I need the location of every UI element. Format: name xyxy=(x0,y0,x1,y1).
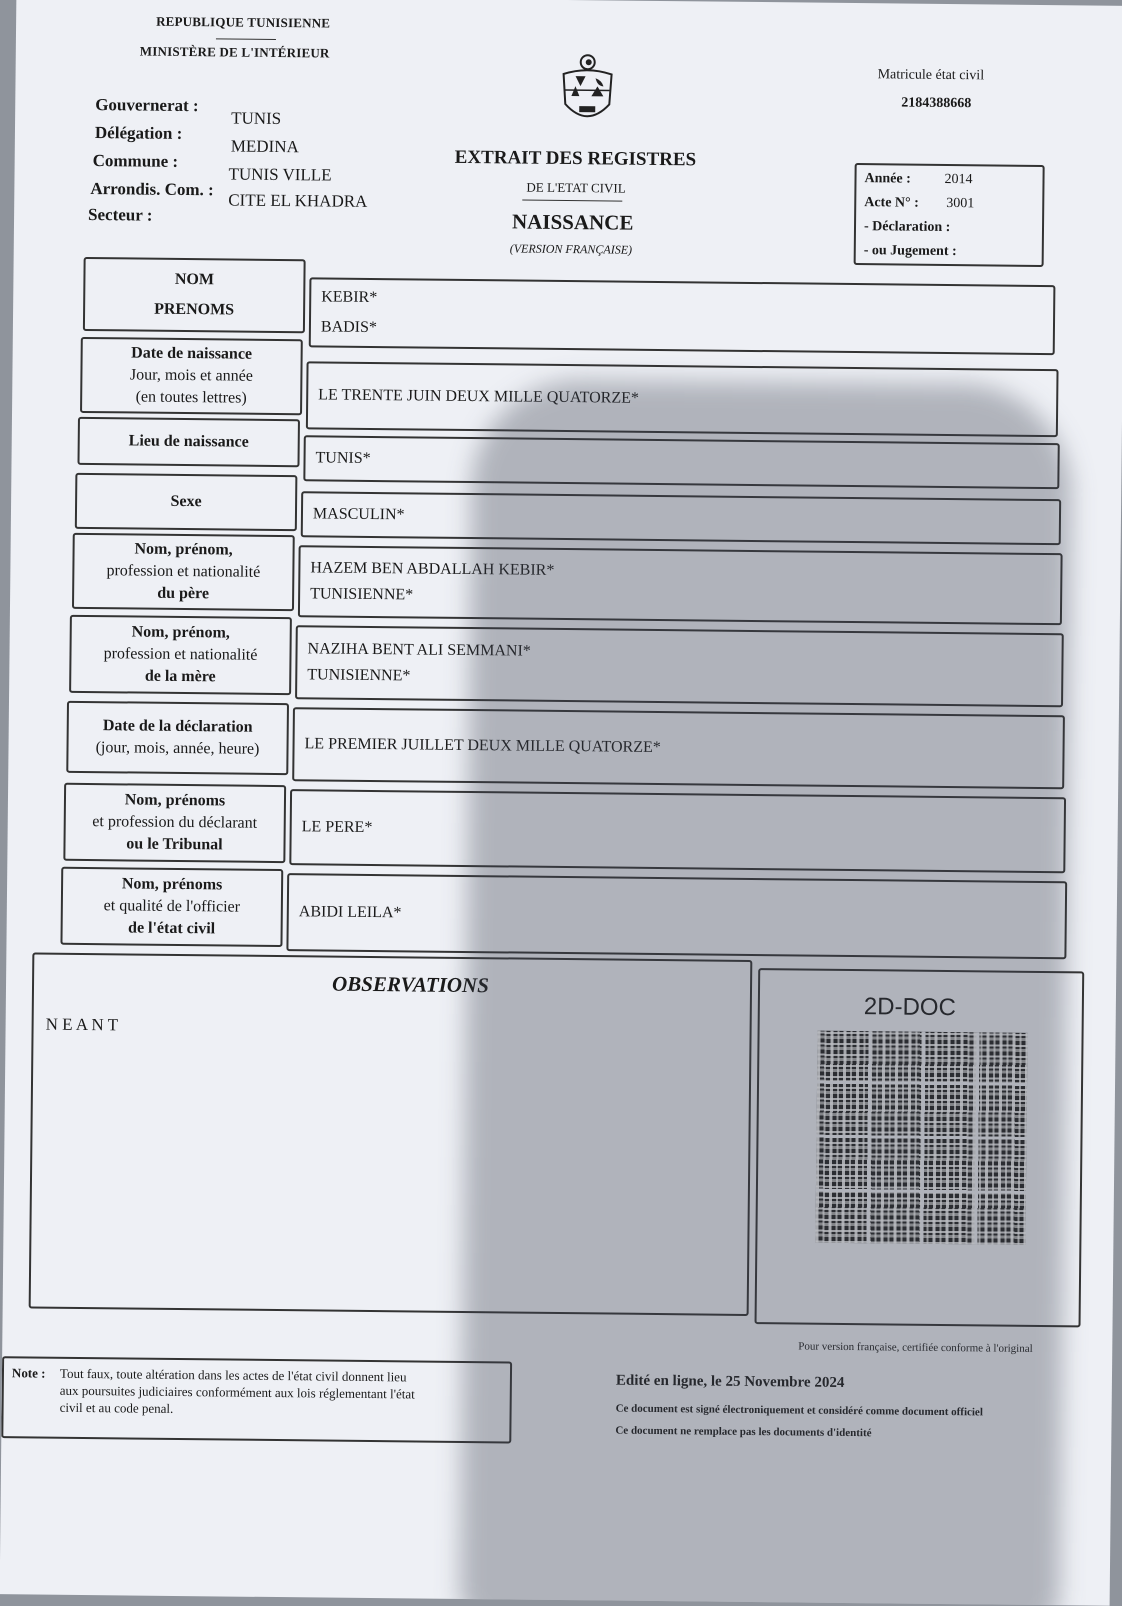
matricule-label: Matricule état civil xyxy=(878,67,985,84)
delegation-label: Délégation : xyxy=(95,123,183,144)
certification-text: Pour version française, certifiée conforme à l'original xyxy=(798,1340,1033,1354)
doc2d-label: 2D-DOC xyxy=(864,993,956,1022)
sexe-text: MASCULIN* xyxy=(313,501,1059,535)
title-extrait: EXTRAIT DES REGISTRES xyxy=(455,147,697,172)
annee-value: 2014 xyxy=(944,172,972,188)
jugement-label: - ou Jugement : xyxy=(864,243,957,260)
observations-box xyxy=(29,952,753,1316)
sexe-value xyxy=(301,491,1061,545)
decl-date-text: LE PREMIER JUILLET DEUX MILLE QUATORZE* xyxy=(304,731,1062,765)
remplace-text: Ce document ne remplace pas les documents d'identité xyxy=(615,1425,871,1440)
pere-label xyxy=(72,533,295,611)
declaration-date-label xyxy=(66,701,289,775)
note-line1: Tout faux, toute altération dans les actes de l'état civil donnent lieu xyxy=(60,1365,407,1386)
declarant-label-line3: ou le Tribunal xyxy=(126,833,223,856)
declarant-label xyxy=(63,783,286,863)
commune-label: Commune : xyxy=(93,151,179,172)
header-divider xyxy=(216,38,276,40)
acte-value: 3001 xyxy=(946,196,974,212)
edite-text: Edité en ligne, le 25 Novembre 2024 xyxy=(616,1373,845,1392)
mere-label-line1: Nom, prénom, xyxy=(132,621,230,644)
datamatrix-grid xyxy=(815,1031,1027,1245)
arrondis-value: CITE EL KHADRA xyxy=(228,190,367,211)
lieu-label-text: Lieu de naissance xyxy=(129,430,249,453)
officier-value xyxy=(286,873,1067,959)
gouvernorat-label: Gouvernerat : xyxy=(95,95,199,116)
lieu-value xyxy=(303,435,1059,489)
arrondis-label: Arrondis. Com. : xyxy=(90,179,214,200)
mere-value xyxy=(295,625,1064,707)
mere-label-line2: profession et nationalité xyxy=(104,643,258,667)
nom-prenoms-label xyxy=(83,257,306,333)
date-naissance-text: LE TRENTE JUIN DEUX MILLE QUATORZE* xyxy=(318,382,1056,416)
date-naissance-value xyxy=(306,361,1059,437)
sexe-label xyxy=(75,473,298,531)
delegation-value: MEDINA xyxy=(231,136,299,157)
matricule-value: 2184388668 xyxy=(901,96,971,113)
title-naissance: NAISSANCE xyxy=(512,209,634,235)
nom-prenoms-value xyxy=(309,277,1056,355)
declaration-label: - Déclaration : xyxy=(864,219,950,236)
declarant-text: LE PERE* xyxy=(302,814,1064,848)
officier-label-line3: de l'état civil xyxy=(128,917,215,940)
officier-label xyxy=(60,867,283,947)
pere-value xyxy=(298,545,1063,625)
observations-title: OBSERVATIONS xyxy=(332,972,489,999)
prenoms-value: BADIS* xyxy=(321,312,1053,350)
nom-label: NOM xyxy=(175,265,214,295)
pere-nationalite-text: TUNISIENNE* xyxy=(310,581,1060,615)
officier-label-line2: et qualité de l'officier xyxy=(104,895,241,918)
declarant-label-line2: et profession du déclarant xyxy=(92,811,257,835)
pere-label-line1: Nom, prénom, xyxy=(134,538,232,561)
pere-label-line2: profession et nationalité xyxy=(106,560,260,584)
observations-text: N E A N T xyxy=(46,1015,119,1036)
title-version: (VERSION FRANÇAISE) xyxy=(510,241,632,257)
mere-label-line3: de la mère xyxy=(145,666,216,689)
declaration-date-value xyxy=(292,707,1065,789)
mere-label xyxy=(69,615,292,695)
mere-nationalite-text: TUNISIENNE* xyxy=(307,662,1061,696)
date-label-line1: Date de naissance xyxy=(131,342,252,365)
prenoms-label: PRENOMS xyxy=(154,295,234,326)
declarant-value xyxy=(289,789,1066,873)
signe-text: Ce document est signé électroniquement et considéré comme document officiel xyxy=(616,1403,983,1419)
lieu-label xyxy=(77,417,299,467)
nom-value: KEBIR* xyxy=(321,282,1053,320)
mere-nom-text: NAZIHA BENT ALI SEMMANI* xyxy=(307,636,1061,670)
title-divider xyxy=(522,200,622,202)
secteur-label: Secteur : xyxy=(88,205,153,226)
ministry-label: MINISTÈRE DE L'INTÉRIEUR xyxy=(140,44,330,62)
acte-label: Acte N° : xyxy=(864,195,919,212)
date-naissance-label xyxy=(80,337,303,415)
commune-value: TUNIS VILLE xyxy=(228,164,331,185)
lieu-text: TUNIS* xyxy=(315,445,1057,479)
sexe-label-text: Sexe xyxy=(170,491,201,513)
title-etat-civil: DE L'ETAT CIVIL xyxy=(526,180,625,197)
pere-nom-text: HAZEM BEN ABDALLAH KEBIR* xyxy=(310,555,1060,589)
officier-label-line1: Nom, prénoms xyxy=(122,873,223,896)
officier-text: ABIDI LEILA* xyxy=(299,899,1065,933)
decl-label-line1: Date de la déclaration xyxy=(103,715,253,739)
note-line2: aux poursuites judiciaires conformément aux lois réglementant l'état xyxy=(60,1382,415,1403)
gouvernorat-value: TUNIS xyxy=(231,108,281,129)
note-label: Note : xyxy=(12,1364,46,1381)
decl-label-line2: (jour, mois, année, heure) xyxy=(96,737,260,761)
note-line3: civil et au code penal. xyxy=(60,1399,174,1417)
coat-of-arms-icon xyxy=(555,52,620,131)
declarant-label-line1: Nom, prénoms xyxy=(125,789,226,812)
pere-label-line3: du père xyxy=(157,583,209,606)
republic-label: REPUBLIQUE TUNISIENNE xyxy=(156,14,330,32)
date-label-line2: Jour, mois et année xyxy=(130,364,253,387)
annee-label: Année : xyxy=(864,171,910,187)
date-label-line3: (en toutes lettres) xyxy=(136,387,247,410)
